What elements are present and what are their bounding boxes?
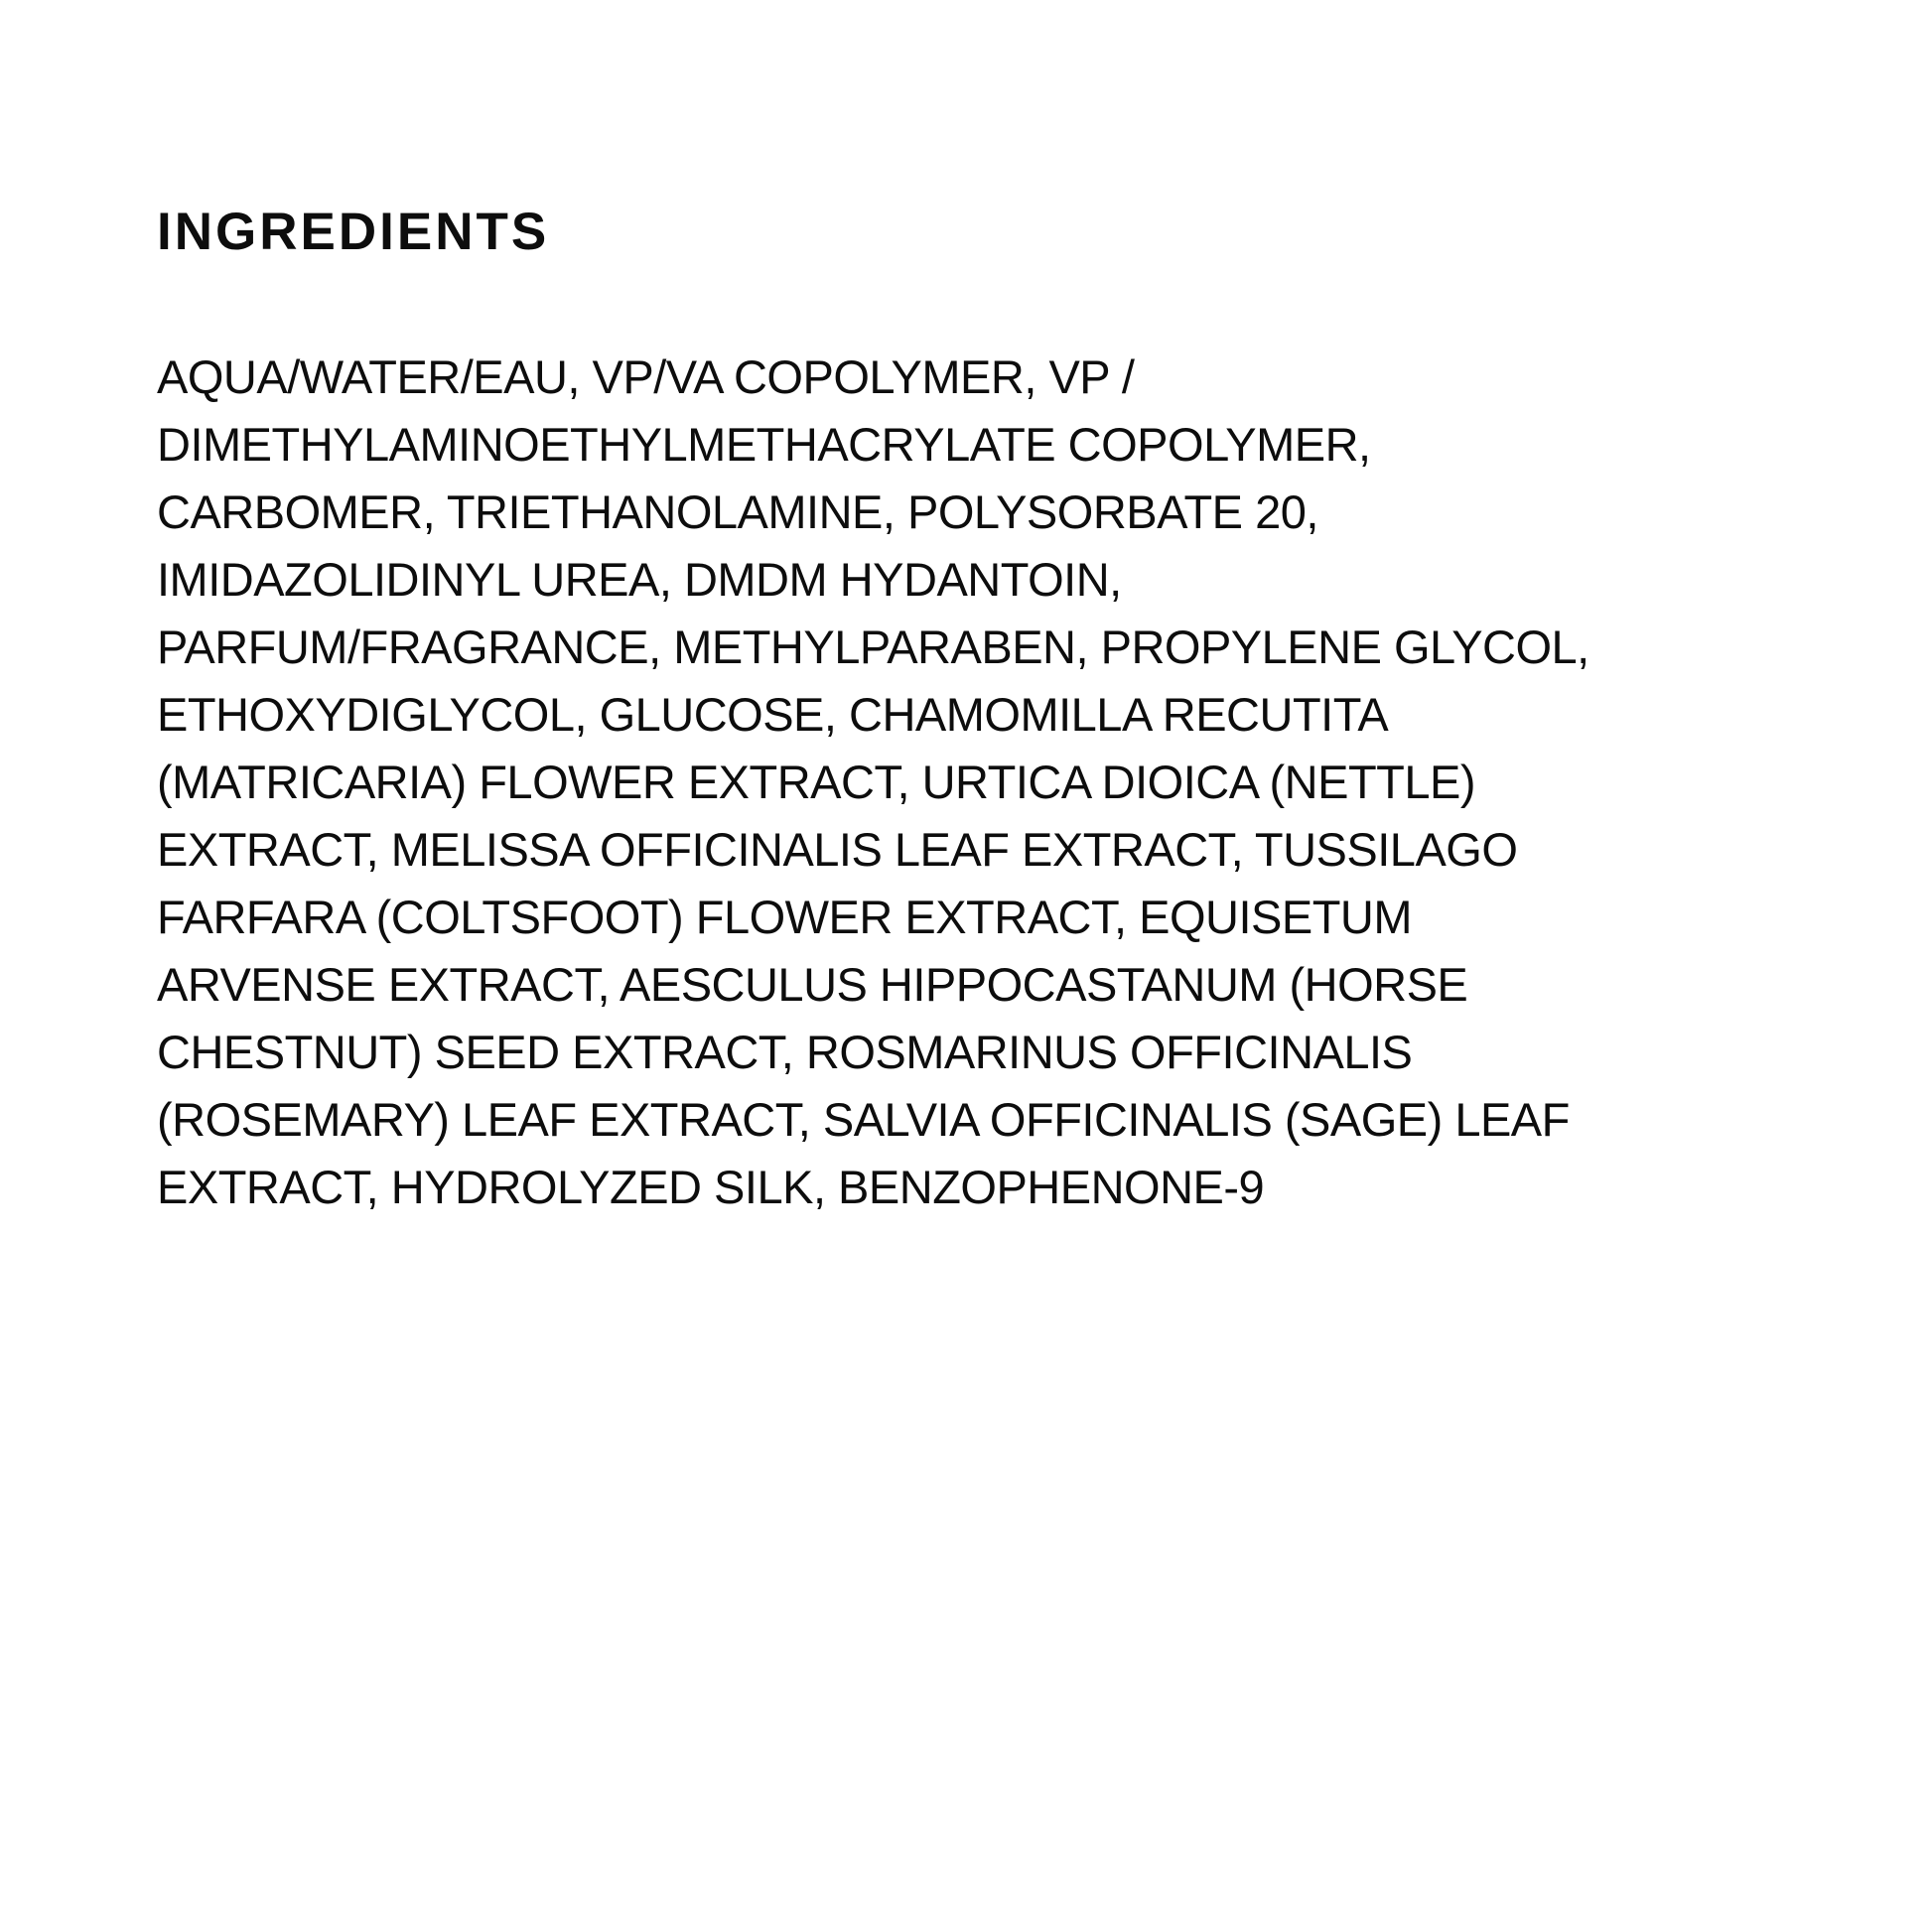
ingredients-heading: INGREDIENTS <box>157 203 550 261</box>
ingredients-line: (MATRICARIA) FLOWER EXTRACT, URTICA DIOICA (NETTLE) <box>157 756 1476 808</box>
ingredients-line: CARBOMER, TRIETHANOLAMINE, POLYSORBATE 20, <box>157 485 1318 538</box>
ingredients-line: CHESTNUT) SEED EXTRACT, ROSMARINUS OFFICINALIS <box>157 1026 1413 1078</box>
ingredients-line: EXTRACT, MELISSA OFFICINALIS LEAF EXTRACT, TUSSILAGO <box>157 823 1518 876</box>
ingredients-text-block <box>157 344 1785 1221</box>
ingredients-line: ETHOXYDIGLYCOL, GLUCOSE, CHAMOMILLA RECUTITA <box>157 688 1389 741</box>
ingredients-line: FARFARA (COLTSFOOT) FLOWER EXTRACT, EQUISETUM <box>157 891 1413 943</box>
ingredients-line: (ROSEMARY) LEAF EXTRACT, SALVIA OFFICINALIS (SAGE) LEAF <box>157 1093 1570 1146</box>
ingredients-line: IMIDAZOLIDINYL UREA, DMDM HYDANTOIN, <box>157 553 1122 606</box>
ingredients-line: DIMETHYLAMINOETHYLMETHACRYLATE COPOLYMER, <box>157 418 1371 471</box>
ingredients-line: EXTRACT, HYDROLYZED SILK, BENZOPHENONE-9 <box>157 1161 1265 1213</box>
ingredients-line: ARVENSE EXTRACT, AESCULUS HIPPOCASTANUM (HORSE <box>157 958 1468 1011</box>
ingredients-line: PARFUM/FRAGRANCE, METHYLPARABEN, PROPYLENE GLYCOL, <box>157 621 1589 673</box>
ingredients-line: AQUA/WATER/EAU, VP/VA COPOLYMER, VP / <box>157 350 1135 403</box>
